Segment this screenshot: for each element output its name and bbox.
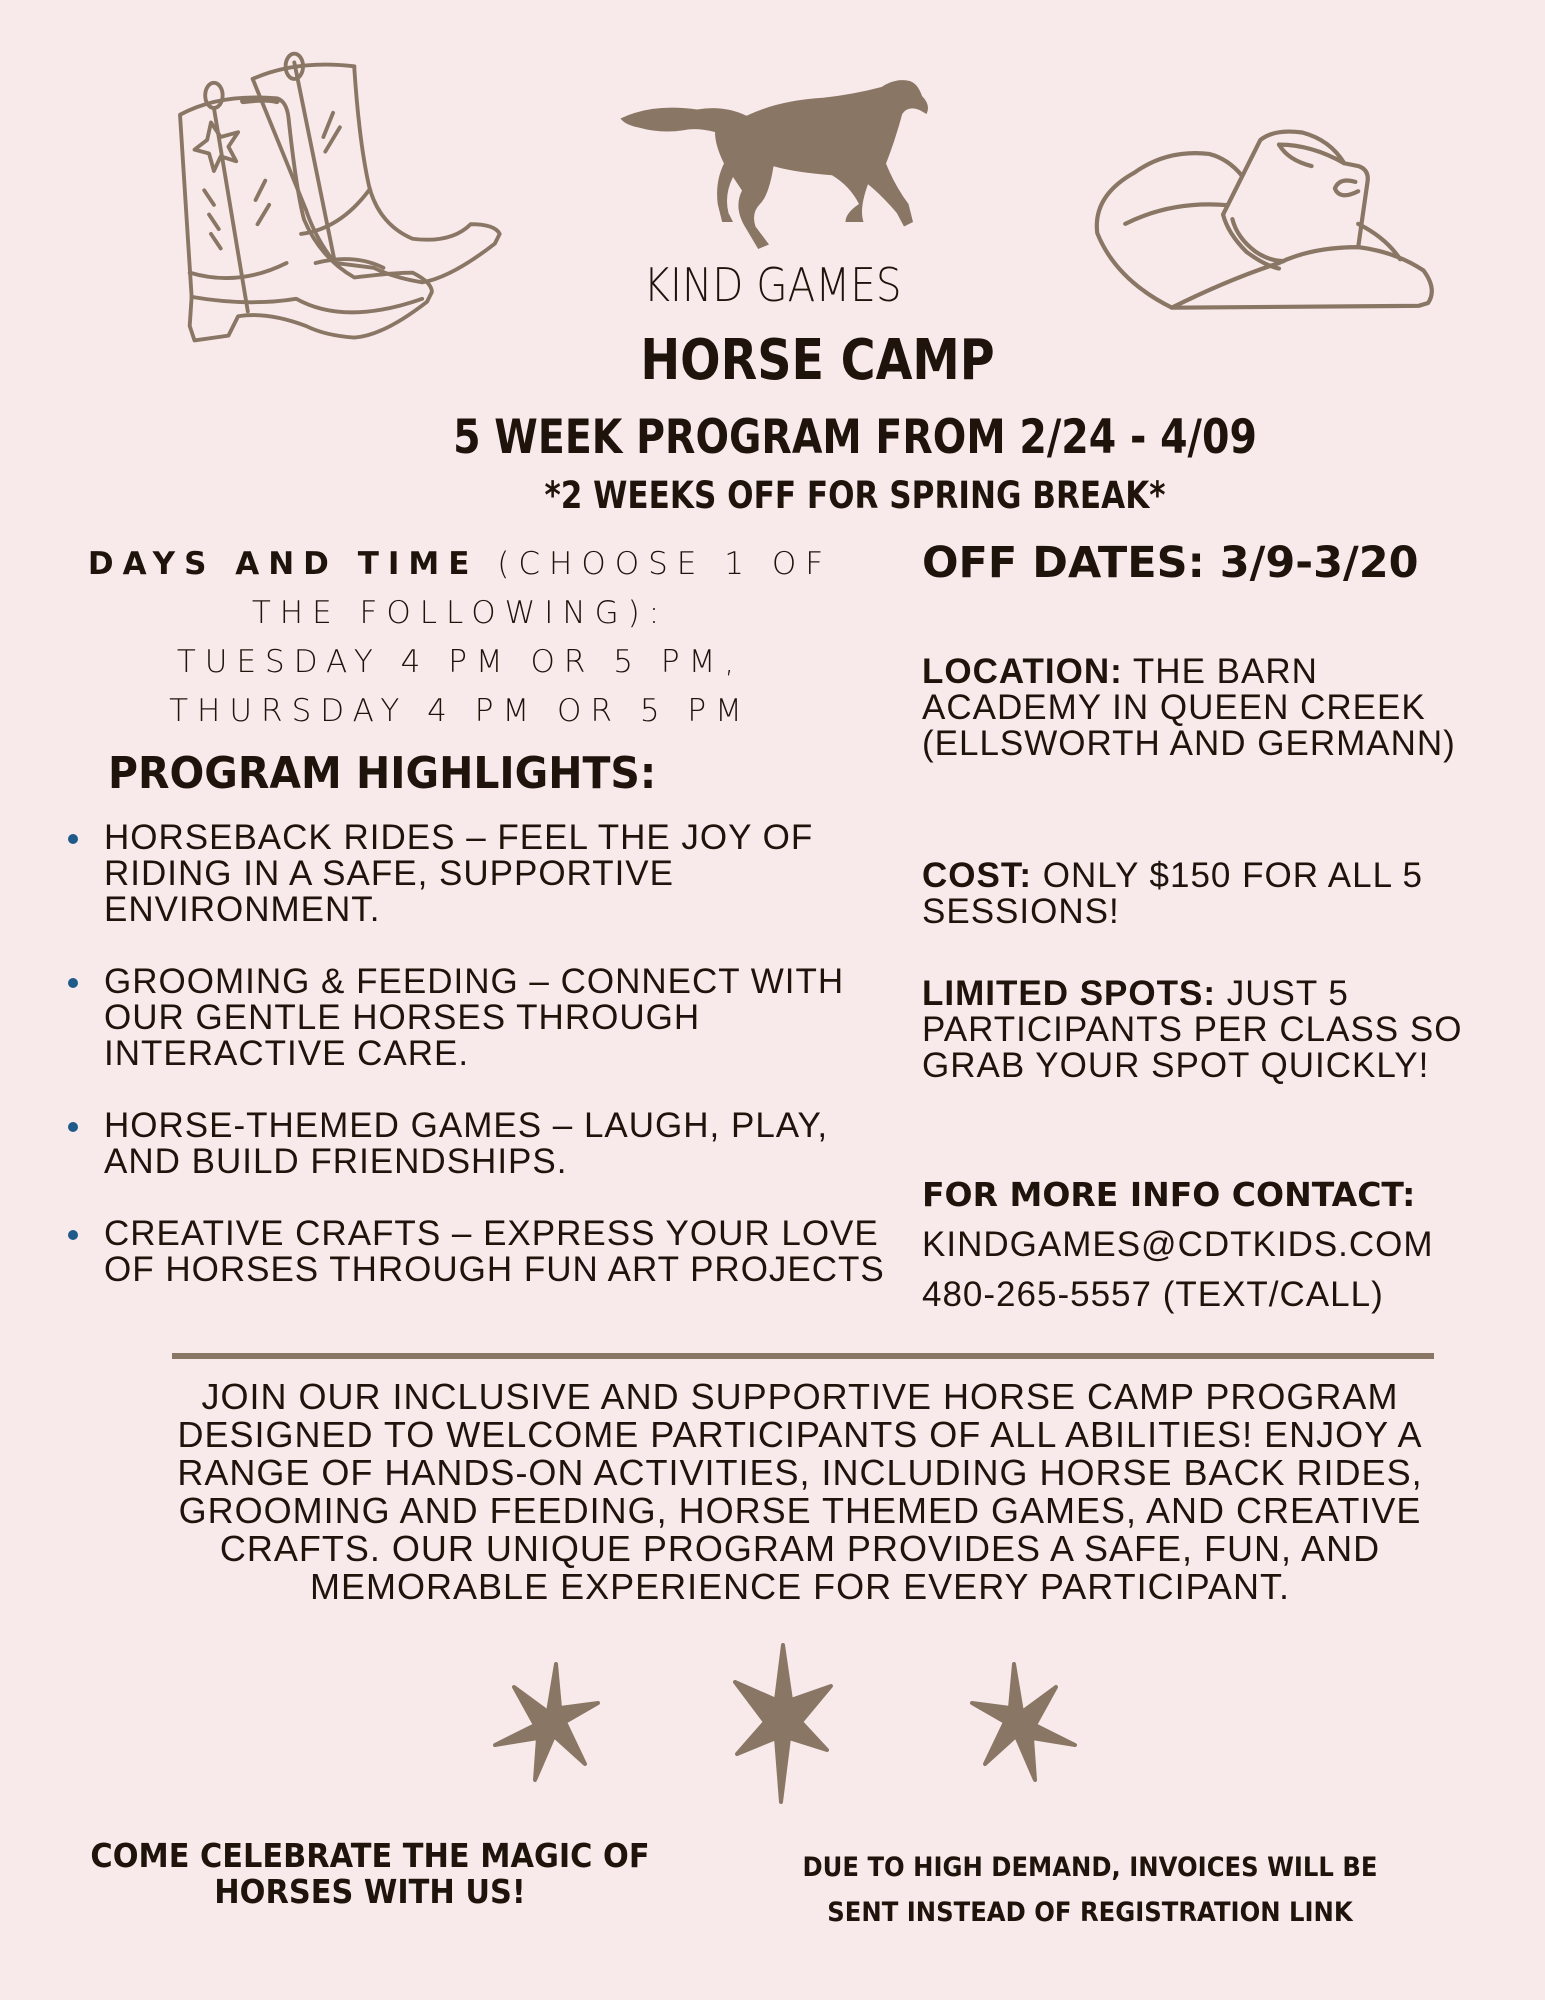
bullet-icon xyxy=(68,1230,78,1240)
highlight-text: CREATIVE CRAFTS – EXPRESS YOUR LOVE OF HORSES THROUGH FUN ART PROJECTS xyxy=(104,1214,885,1289)
days-instruction: (CHOOSE 1 OF THE FOLLOWING): xyxy=(251,546,833,631)
contact-phone[interactable]: 480-265-5557 (TEXT/CALL) xyxy=(922,1275,1384,1314)
days-and-time xyxy=(60,540,860,736)
cost-info xyxy=(922,858,1502,930)
location-value: THE BARN ACADEMY IN QUEEN CREEK (ELLSWORTH AND GERMANN) xyxy=(922,652,1456,763)
contact-title: FOR MORE INFO CONTACT: xyxy=(922,1175,1416,1214)
limited-label: LIMITED SPOTS: xyxy=(922,974,1216,1013)
highlight-item xyxy=(62,964,902,1072)
program-description: JOIN OUR INCLUSIVE AND SUPPORTIVE HORSE CAMP PROGRAM DESIGNED TO WELCOME PARTICIPANTS OF ALL ABILITIES! ENJOY A RANGE OF HANDS-ON ACTIVITIES, INCLUDING HORSE BACK RIDES, GROOMING AND FEEDING, HORSE THEMED GAMES, AND CREATIVE CRAFTS. OUR UNIQUE PROGRAM PROVIDES A SAFE, FUN, AND MEMORABLE EXPERIENCE FOR EVERY PARTICIPANT. xyxy=(177,1376,1423,1607)
cost-label: COST: xyxy=(922,856,1032,895)
bullet-icon xyxy=(68,978,78,988)
limited-value: JUST 5 PARTICIPANTS PER CLASS SO GRAB YOUR SPOT QUICKLY! xyxy=(922,974,1463,1085)
page-title: HORSE CAMP xyxy=(640,328,995,393)
spring-break-note: *2 WEEKS OFF FOR SPRING BREAK* xyxy=(544,474,1166,517)
brand-name: KIND GAMES xyxy=(643,258,902,312)
invoice-notice-line1: DUE TO HIGH DEMAND, INVOICES WILL BE xyxy=(802,1852,1378,1883)
schedule-option-thursday: THURSDAY 4 PM OR 5 PM xyxy=(169,693,751,729)
section-divider xyxy=(172,1353,1434,1359)
six-point-star-icon xyxy=(490,1660,610,1785)
location-info xyxy=(922,654,1502,762)
days-label: DAYS AND TIME xyxy=(87,546,479,582)
program-dates: 5 WEEK PROGRAM FROM 2/24 - 4/09 xyxy=(453,410,1257,465)
six-point-star-icon xyxy=(725,1642,840,1807)
invoice-notice-line2: SENT INSTEAD OF REGISTRATION LINK xyxy=(827,1897,1353,1928)
bullet-icon xyxy=(68,834,78,844)
bullet-icon xyxy=(68,1122,78,1132)
galloping-horse-icon xyxy=(598,68,958,268)
highlights-title: PROGRAM HIGHLIGHTS: xyxy=(108,748,657,799)
highlight-item xyxy=(62,1108,902,1180)
six-point-star-icon xyxy=(960,1660,1080,1785)
highlight-text: HORSEBACK RIDES – FEEL THE JOY OF RIDING IN A SAFE, SUPPORTIVE ENVIRONMENT. xyxy=(104,818,814,929)
highlight-text: GROOMING & FEEDING – CONNECT WITH OUR GENTLE HORSES THROUGH INTERACTIVE CARE. xyxy=(104,962,845,1073)
invoice-notice xyxy=(739,1845,1441,1935)
highlight-item xyxy=(62,820,902,928)
highlight-text: HORSE-THEMED GAMES – LAUGH, PLAY, AND BUILD FRIENDSHIPS. xyxy=(104,1106,829,1181)
highlight-item xyxy=(62,1216,902,1288)
limited-spots-info xyxy=(922,976,1502,1084)
schedule-option-tuesday: TUESDAY 4 PM OR 5 PM, xyxy=(176,644,744,680)
off-dates: OFF DATES: 3/9-3/20 xyxy=(922,538,1419,588)
cost-value: ONLY $150 FOR ALL 5 SESSIONS! xyxy=(922,856,1423,931)
contact-email[interactable]: KINDGAMES@CDTKIDS.COM xyxy=(922,1225,1434,1264)
highlights-list xyxy=(62,820,902,1324)
celebrate-tagline: COME CELEBRATE THE MAGIC OF HORSES WITH US! xyxy=(90,1836,650,1911)
location-label: LOCATION: xyxy=(922,652,1123,691)
